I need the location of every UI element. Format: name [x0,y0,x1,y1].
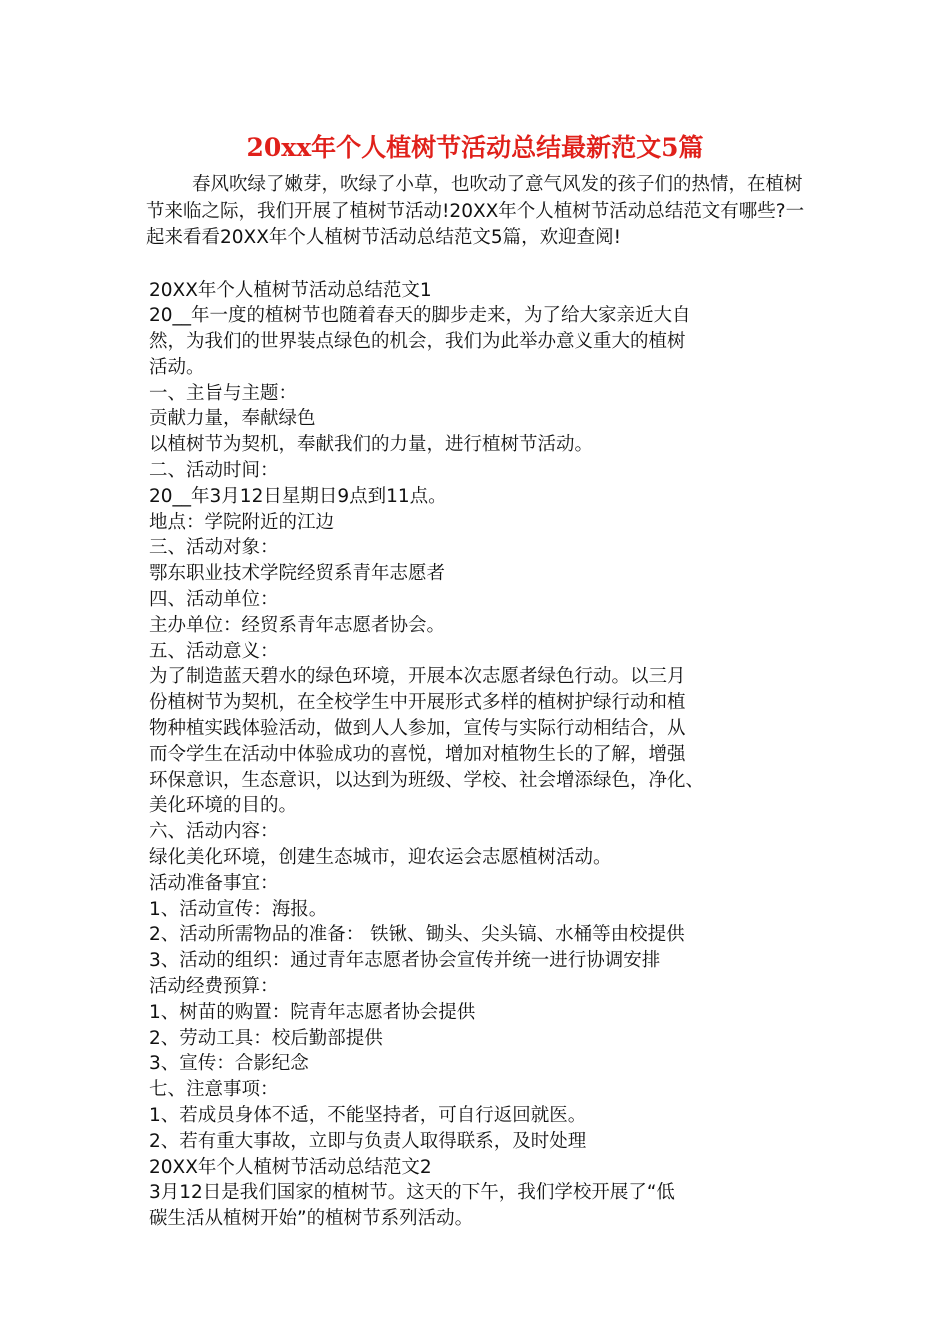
text-line: 20__年3月12日星期日9点到11点。 [149,485,447,507]
text-line: 绿化美化环境，创建生态城市，迎农运会志愿植树活动。 [149,847,612,869]
text-line: 2、若有重大事故，立即与负责人取得联系，及时处理 [149,1130,587,1152]
text-line: 3月12日是我们国家的植树节。这天的下午，我们学校开展了“低 [149,1182,675,1204]
document-body [146,172,816,1232]
text-line: 三、活动对象： [149,537,279,559]
text-line: 3、活动的组织：通过青年志愿者协会宣传并统一进行协调安排 [149,950,661,972]
text-line: 份植树节为契机，在全校学生中开展形式多样的植树护绿行动和植 [149,692,686,714]
text-line: 环保意识，生态意识，以达到为班级、学校、社会增添绿色，净化、 [149,769,705,791]
text-line: 1、若成员身体不适，不能坚持者，可自行返回就医。 [149,1105,587,1126]
text-line: 碳生活从植树开始”的植树节系列活动。 [149,1208,474,1230]
text-line: 3、宣传：合影纪念 [149,1053,309,1075]
text-line: 20__年一度的植树节也随着春天的脚步走来，为了给大家亲近大自 [149,305,691,327]
text-line: 鄂东职业技术学院经贸系青年志愿者 [149,563,446,585]
text-line: 二、活动时间： [149,460,279,482]
text-line: 一、主旨与主题： [149,382,298,404]
paragraph-spacer [146,252,816,278]
text-line: 物种植实践体验活动，做到人人参加，宣传与实际行动相结合，从 [149,718,686,740]
text-line: 贡献力量，奉献绿色 [149,408,316,430]
text-line: 活动经费预算： [149,976,279,998]
text-line: 20XX年个人植树节活动总结范文2 [149,1156,432,1178]
text-line: 六、活动内容： [149,821,279,843]
text-line: 1、树苗的购置：院青年志愿者协会提供 [149,1001,476,1023]
text-line: 1、活动宣传：海报。 [149,898,328,920]
text-line: 七、注意事项： [149,1079,279,1101]
text-line: 20XX年个人植树节活动总结范文1 [149,279,432,301]
text-line: 活动准备事宜： [149,872,279,894]
text-line: 主办单位：经贸系青年志愿者协会。 [149,614,446,636]
text-line: 活动。 [149,356,205,378]
text-line: 2、活动所需物品的准备： 铁锹、锄头、尖头镐、水桶等由校提供 [149,924,685,946]
body-lines [146,278,816,1232]
intro-paragraph: 春风吹绿了嫩芽，吹绿了小草，也吹动了意气风发的孩子们的热情，在植树节来临之际，我们开展了植树节活动!20XX年个人植树节活动总结范文有哪些?一起来看看20XX年个人植树节活动总结范文5篇，欢迎查阅! [146,174,805,248]
text-line: 五、活动意义： [149,640,279,662]
text-line: 为了制造蓝天碧水的绿色环境，开展本次志愿者绿色行动。以三月 [149,666,686,688]
text-line: 四、活动单位： [149,589,279,611]
text-line: 然，为我们的世界装点绿色的机会，我们为此举办意义重大的植树 [149,331,686,353]
text-line: 而令学生在活动中体验成功的喜悦，增加对植物生长的了解，增强 [149,743,686,765]
text-line: 以植树节为契机，奉献我们的力量，进行植树节活动。 [149,434,594,456]
text-line: 地点：学院附近的江边 [149,511,335,533]
document-title: 20xx年个人植树节活动总结最新范文5篇 [246,133,704,162]
text-line: 2、劳动工具：校后勤部提供 [149,1027,383,1049]
text-line: 美化环境的目的。 [149,795,298,817]
